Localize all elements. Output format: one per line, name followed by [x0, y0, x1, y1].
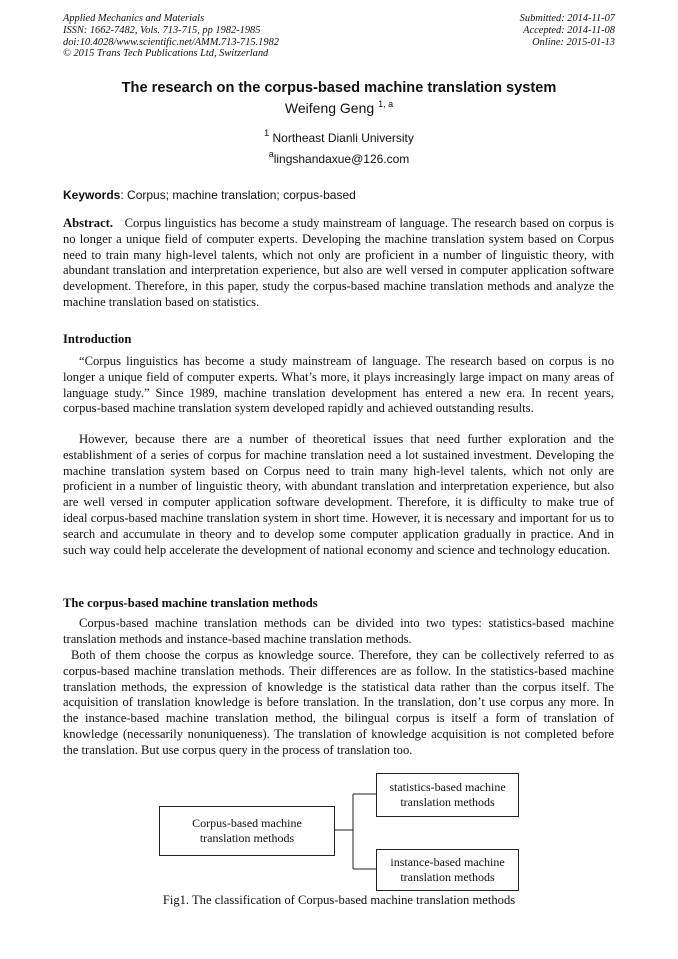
diagram-statistics-box — [376, 773, 519, 817]
statistics-box-line-2: translation methods — [400, 795, 495, 809]
author-name: Weifeng Geng — [284, 100, 375, 116]
diagram-instance-box — [376, 849, 519, 891]
instance-box-line-1: instance-based machine — [390, 855, 505, 869]
abstract — [63, 216, 614, 311]
introduction-heading: Introduction — [63, 332, 132, 346]
online-date: Online: 2015-01-13 — [532, 36, 615, 48]
affiliation-superscript: 1 — [264, 128, 270, 138]
email-superscript: a — [268, 149, 274, 159]
affiliation — [0, 128, 678, 145]
root-box-line-1: Corpus-based machine — [192, 816, 302, 830]
methods-paragraph-1: Corpus-based machine translation methods can be divided into two types: statistics-based machine translation methods and instance-based machine translation methods. — [63, 616, 614, 646]
figure-caption: Fig1. The classification of Corpus-based machine translation methods — [162, 893, 516, 907]
methods-heading: The corpus-based machine translation methods — [63, 596, 318, 610]
abstract-text: Corpus linguistics has become a study mainstream of language. The research based on corpus is no longer a unique field of computer experts. Developing the machine translation system based on Corpus need to train many high-level talents, which not only are proficient in a number of linguistic theory, with abundant translation and interpretation experience, but also are well versed in computer application software development. Therefore, in this paper, study the corpus-based machine translation methods and analyze the machine translation based on statistics. — [63, 216, 614, 309]
issn-line: ISSN: 1662-7482, Vols. 713-715, pp 1982-1985 — [63, 24, 261, 36]
journal-name: Applied Mechanics and Materials — [63, 13, 205, 24]
statistics-box-line-1: statistics-based machine — [389, 780, 506, 794]
instance-box-line-2: translation methods — [400, 870, 495, 884]
diagram-root-box — [159, 806, 335, 856]
keywords-label: Keywords — [63, 188, 121, 202]
intro-paragraph-2: However, because there are a number of theoretical issues that need further exploration and the establishment of a series of corpus for machine translation need a lot sustained investment. Developing the machine translation system based on Corpus need to train many high-level talents, which not only are proficient in a number of linguistic theory, with abundant translation and interpretation experience, but also are well versed in computer application software development. Therefore, it is difficulty to make true of ideal corpus-based machine translation system in short time. However, it is necessary and important for us to search and accumulate in theory and to develop some computer application gradually in practice. And in such way could help accelerate the development of national economy and science and technology education. — [63, 432, 614, 557]
author-superscript: 1, a — [378, 99, 394, 109]
keywords-text: : Corpus; machine translation; corpus-based — [120, 188, 356, 202]
email-line — [0, 149, 678, 166]
root-box-line-2: translation methods — [199, 831, 295, 845]
keywords — [63, 188, 356, 202]
methods-paragraph-2: Both of them choose the corpus as knowledge source. Therefore, they can be collectively referred to as corpus-based machine translation methods. Their differences are as follow. In the statistics-based machine translation methods, the expression of knowledge is the statistical data rather than the corpus itself. The acquisition of translation knowledge is before translation. In the translation, don’t use corpus any more. In the instance-based machine translation method, the bilingual corpus is itself a form of translation of knowledge (necessarily nonuniqueness). The translation of knowledge acquisition is not completed before the translation. But use corpus query in the process of translation too. — [63, 648, 614, 757]
doi-line: doi:10.4028/www.scientific.net/AMM.713-715.1982 — [63, 36, 279, 48]
journal-info — [63, 13, 279, 60]
copyright-line: © 2015 Trans Tech Publications Ltd, Switzerland — [63, 48, 269, 60]
affiliation-text: Northeast Dianli University — [272, 131, 414, 145]
date-info — [520, 13, 615, 48]
author-line — [0, 100, 678, 116]
intro-paragraph-1: “Corpus linguistics has become a study mainstream of language. The research based on corpus is no longer a unique field of computer experts. What’s more, it plays increasingly large impact on many areas of language study.” Since 1989, machine translation development has entered a new era. In recent years, corpus-based machine translation system developed rapidly and achieved outstanding results. — [63, 354, 614, 416]
email-text: lingshandaxue@126.com — [273, 152, 410, 166]
submitted-date: Submitted: 2014-11-07 — [519, 13, 615, 24]
accepted-date: Accepted: 2014-11-08 — [523, 24, 615, 36]
paper-title: The research on the corpus-based machine translation system — [121, 80, 557, 96]
abstract-label: Abstract. — [63, 216, 114, 230]
